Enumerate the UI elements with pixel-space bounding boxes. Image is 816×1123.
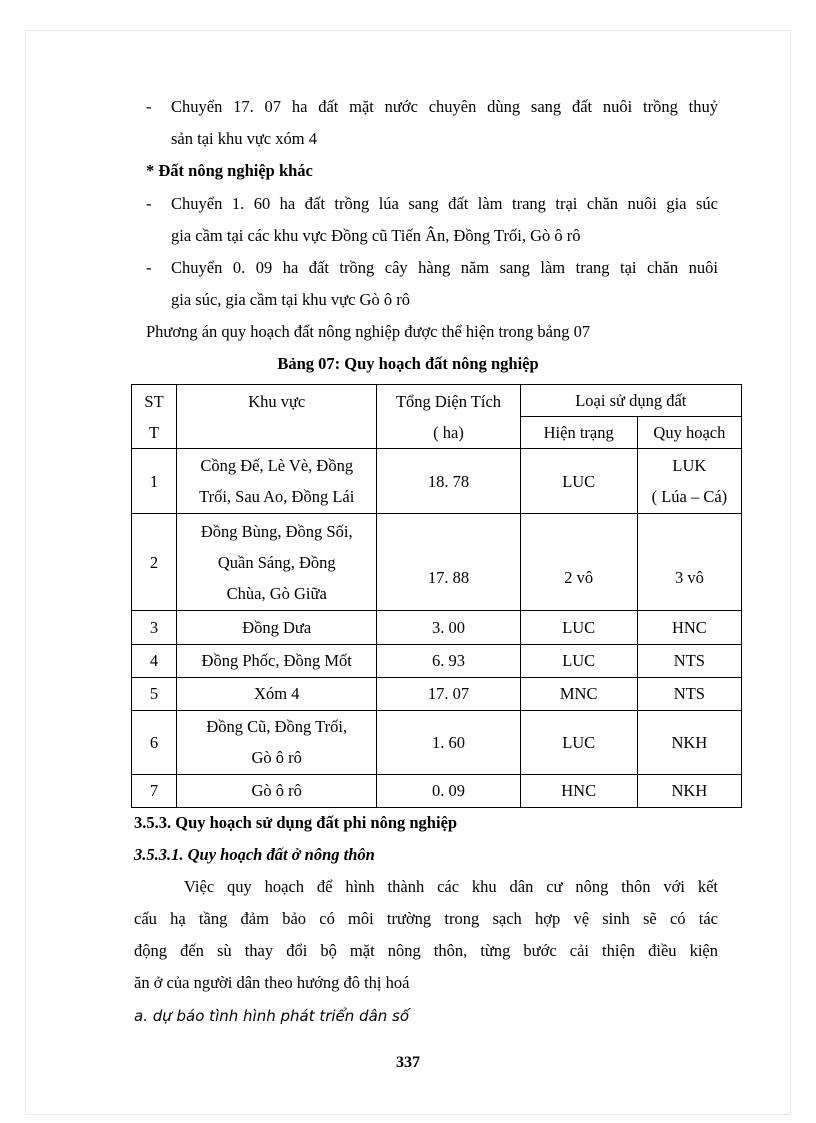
bullet-2-line-1: Chuyển 1. 60 ha đất trồng lúa sang đất làm trang trại chăn nuôi gia súc xyxy=(171,194,718,213)
paragraph-line-2: cấu hạ tầng đảm bảo có môi trường trong sạch hợp vệ sinh sẽ có tác xyxy=(134,909,718,928)
table-row xyxy=(132,644,742,677)
cell-total xyxy=(377,514,520,611)
paragraph-line-3: động đến sù thay đổi bộ mặt nông thôn, từng bước cải thiện điều kiện xyxy=(134,941,718,960)
cell-area: Gò ô rô xyxy=(177,774,377,807)
cell-area-line: Đồng Bùng, Đồng Sối, xyxy=(200,521,353,541)
header-stt-line: ST xyxy=(144,391,164,411)
cell-area-line: Trối, Sau Ao, Đồng Lái xyxy=(199,487,355,507)
cell-current: LUC xyxy=(520,644,637,677)
cell-current: LUC xyxy=(520,449,637,514)
table-row xyxy=(132,611,742,644)
bullet-3-line-2: gia súc, gia cầm tại khu vực Gò ô rô xyxy=(171,290,410,309)
cell-planned xyxy=(637,449,741,514)
bullet-dash: - xyxy=(146,258,152,277)
header-stt-line: T xyxy=(148,422,160,442)
cell-area xyxy=(177,449,377,514)
table-intro-text: Phương án quy hoạch đất nông nghiệp được thể hiện trong bảng 07 xyxy=(146,322,591,341)
cell-total: 18. 78 xyxy=(377,449,520,514)
cell-area xyxy=(177,710,377,774)
cell-planned: NKH xyxy=(637,710,741,774)
cell-total: 0. 09 xyxy=(377,774,520,807)
cell-total: 6. 93 xyxy=(377,644,520,677)
cell-total: 1. 60 xyxy=(377,710,520,774)
table-row xyxy=(132,774,742,807)
cell-planned-text: 3 vô xyxy=(674,567,704,587)
table-caption: Bảng 07: Quy hoạch đất nông nghiệp xyxy=(277,354,539,373)
table-row xyxy=(132,677,742,710)
cell-current: MNC xyxy=(520,677,637,710)
cell-current: LUC xyxy=(520,611,637,644)
bullet-1-line-1: Chuyển 17. 07 ha đất mặt nước chuyên dùng sang đất nuôi trồng thuỷ xyxy=(171,97,718,116)
cell-stt: 1 xyxy=(132,449,177,514)
cell-current xyxy=(520,514,637,611)
cell-current: LUC xyxy=(520,710,637,774)
header-total-line: ( ha) xyxy=(433,422,464,442)
cell-stt: 7 xyxy=(132,774,177,807)
section-heading-3-5-3: 3.5.3. Quy hoạch sử dụng đất phi nông nghiệp xyxy=(134,813,458,832)
cell-current: HNC xyxy=(520,774,637,807)
cell-current-text: 2 vô xyxy=(564,567,594,587)
header-total-line: Tổng Diện Tích xyxy=(395,391,502,411)
cell-stt: 6 xyxy=(132,710,177,774)
cell-planned: HNC xyxy=(637,611,741,644)
page-number: 337 xyxy=(396,1054,420,1071)
bullet-dash: - xyxy=(146,97,152,116)
paragraph-line-4: ăn ở của người dân theo hướng đô thị hoá xyxy=(134,973,410,992)
header-planned: Quy hoạch xyxy=(637,417,741,449)
header-area-text: Khu vực xyxy=(248,392,306,412)
cell-area-line: Quần Sáng, Đồng xyxy=(217,552,336,572)
cell-area: Đồng Phốc, Đồng Mốt xyxy=(177,644,377,677)
paragraph-line-1: Việc quy hoạch để hình thành các khu dân cư nông thôn với kết xyxy=(184,877,718,896)
cell-stt: 2 xyxy=(132,514,177,611)
cell-planned: NKH xyxy=(637,774,741,807)
cell-area-line: Cồng Đế, Lè Vè, Đồng xyxy=(200,456,354,476)
bullet-dash: - xyxy=(146,194,152,213)
cell-area-line: Gò ô rô xyxy=(251,748,302,768)
bullet-2-line-2: gia cầm tại các khu vực Đồng cũ Tiến Ân, Đồng Trối, Gò ô rô xyxy=(171,226,581,245)
cell-planned: NTS xyxy=(637,644,741,677)
bullet-3-line-1: Chuyển 0. 09 ha đất trồng cây hàng năm sang làm trang tại chăn nuôi xyxy=(171,258,718,277)
heading-other-agriculture: * Đất nông nghiệp khác xyxy=(146,161,313,180)
cell-area xyxy=(177,514,377,611)
cell-area-line: Chùa, Gò Giữa xyxy=(226,583,327,603)
cell-stt: 5 xyxy=(132,677,177,710)
cell-total: 3. 00 xyxy=(377,611,520,644)
header-area xyxy=(177,385,377,449)
cell-stt: 3 xyxy=(132,611,177,644)
header-usage: Loại sử dụng đất xyxy=(520,385,741,417)
cell-area: Đồng Dưa xyxy=(177,611,377,644)
cell-total: 17. 07 xyxy=(377,677,520,710)
table-row xyxy=(132,514,742,611)
cell-planned: NTS xyxy=(637,677,741,710)
subheading-a: a. dự báo tình hình phát triển dân số xyxy=(134,1007,410,1025)
cell-area-line: Đồng Cũ, Đồng Trối, xyxy=(206,717,348,737)
bullet-1-line-2: sản tại khu vực xóm 4 xyxy=(171,129,317,148)
cell-stt: 4 xyxy=(132,644,177,677)
cell-planned-line: LUK xyxy=(672,456,707,476)
cell-planned xyxy=(637,514,741,611)
cell-area: Xóm 4 xyxy=(177,677,377,710)
table-row xyxy=(132,710,742,774)
header-stt xyxy=(132,385,177,449)
section-heading-3-5-3-1: 3.5.3.1. Quy hoạch đất ở nông thôn xyxy=(134,845,375,864)
land-use-table xyxy=(131,384,742,808)
cell-planned-line: ( Lúa – Cá) xyxy=(651,487,728,507)
header-current: Hiện trạng xyxy=(520,417,637,449)
table-row xyxy=(132,449,742,514)
cell-total-text: 17. 88 xyxy=(427,567,470,587)
header-total xyxy=(377,385,520,449)
